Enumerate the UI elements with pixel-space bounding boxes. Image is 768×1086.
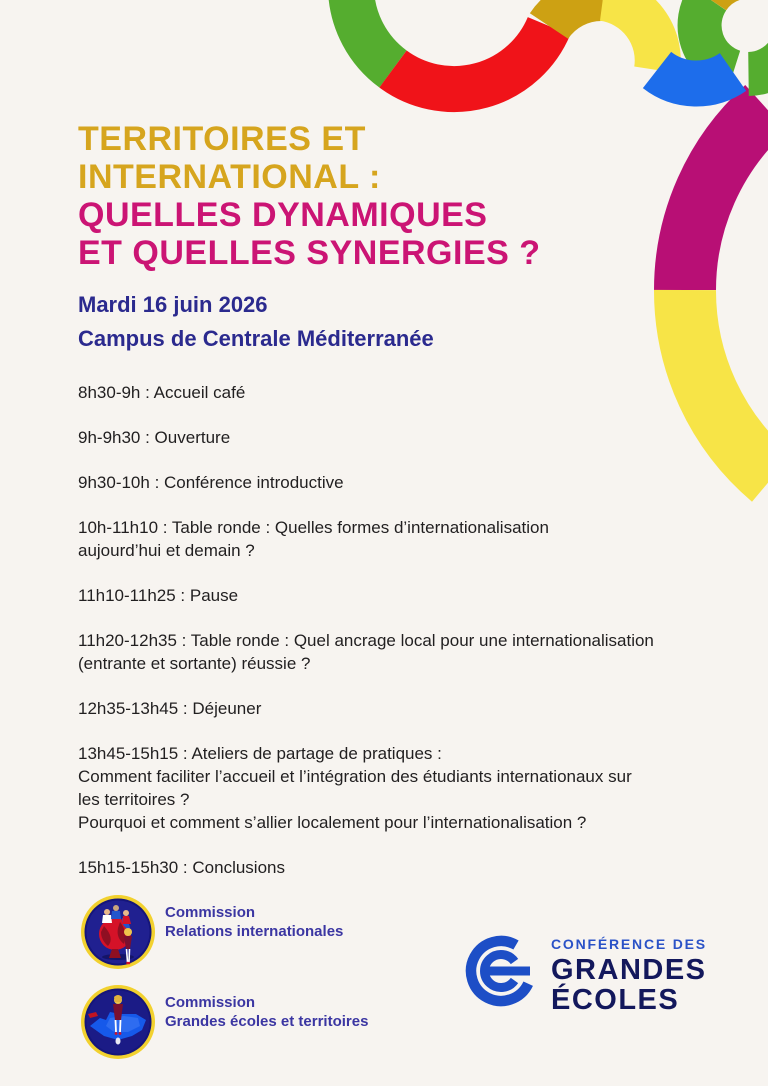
cge-wordmark-line-1: CONFÉRENCE DES (551, 936, 707, 952)
schedule-line: Pourquoi et comment s’allier localement pour l’internationalisation ? (78, 813, 587, 832)
ribbon-left-green-arc (351, 0, 393, 69)
schedule-line: Comment faciliter l’accueil et l’intégration des étudiants internationaux sur (78, 767, 632, 786)
schedule-line: 13h45-15h15 : Ateliers de partage de pratiques : (78, 744, 442, 763)
ribbon-corner-green-arc-2 (749, 5, 768, 74)
cge-monogram-icon (459, 929, 543, 1013)
schedule-line: 11h20-12h35 : Table ronde : Quel ancrage local pour une internationalisation (78, 631, 654, 650)
commission-label-line-1: Commission (165, 994, 256, 1011)
title-line-1: TERRITOIRES ET (78, 120, 366, 158)
globe-people-illustration-icon (80, 894, 156, 970)
commission-label-line-1: Commission (165, 904, 256, 921)
ribbon-gold-arc (549, 0, 603, 26)
france-map-illustration-icon (80, 984, 156, 1060)
commission-relations-internationales (80, 894, 343, 970)
schedule-line: 11h10-11h25 : Pause (78, 586, 239, 605)
ribbon-corner-green-arc-1 (700, 0, 734, 72)
title-line-2: INTERNATIONAL : (78, 158, 381, 196)
schedule-line: 9h-9h30 : Ouverture (78, 428, 231, 447)
commission-label (165, 903, 343, 970)
schedule-line: 8h30-9h : Accueil café (78, 383, 246, 402)
schedule-line: 12h35-13h45 : Déjeuner (78, 699, 262, 718)
cge-wordmark (551, 936, 707, 1015)
schedule-line: 10h-11h10 : Table ronde : Quelles formes d’internationalisation (78, 518, 549, 537)
schedule-item (78, 584, 718, 607)
title-line-3: QUELLES DYNAMIQUES (78, 196, 488, 234)
ribbon-red-arc (393, 26, 549, 89)
cge-wordmark-line-2: GRANDES (551, 954, 707, 986)
ribbon-blue-arc (657, 70, 733, 84)
cge-wordmark-line-3: ÉCOLES (551, 984, 680, 1016)
schedule-item (78, 856, 718, 879)
poster-title (78, 120, 541, 272)
ribbon-magenta-arc (685, 108, 766, 290)
event-info (78, 288, 434, 356)
cge-logo (459, 929, 707, 1015)
event-date: Mardi 16 juin 2026 (78, 292, 268, 317)
schedule-item (78, 381, 718, 404)
event-location: Campus de Centrale Méditerranée (78, 326, 434, 351)
schedule-item (78, 426, 718, 449)
schedule-line: 9h30-10h : Conférence introductive (78, 473, 344, 492)
schedule-line: aujourd’hui et demain ? (78, 541, 255, 560)
schedule-list (78, 381, 718, 901)
schedule-line: 15h15-15h30 : Conclusions (78, 858, 285, 877)
title-line-4: ET QUELLES SYNERGIES ? (78, 234, 541, 272)
schedule-line: les territoires ? (78, 790, 190, 809)
commission-label (165, 993, 368, 1060)
schedule-line: (entrante et sortante) réussie ? (78, 654, 311, 673)
commission-label-line-2: Relations internationales (165, 923, 344, 940)
commission-grandes-ecoles-territoires (80, 984, 368, 1060)
schedule-item (78, 471, 718, 494)
ribbon-yellow-arc (603, 0, 658, 70)
schedule-item (78, 697, 718, 720)
commission-label-line-2: Grandes écoles et territoires (165, 1013, 369, 1030)
